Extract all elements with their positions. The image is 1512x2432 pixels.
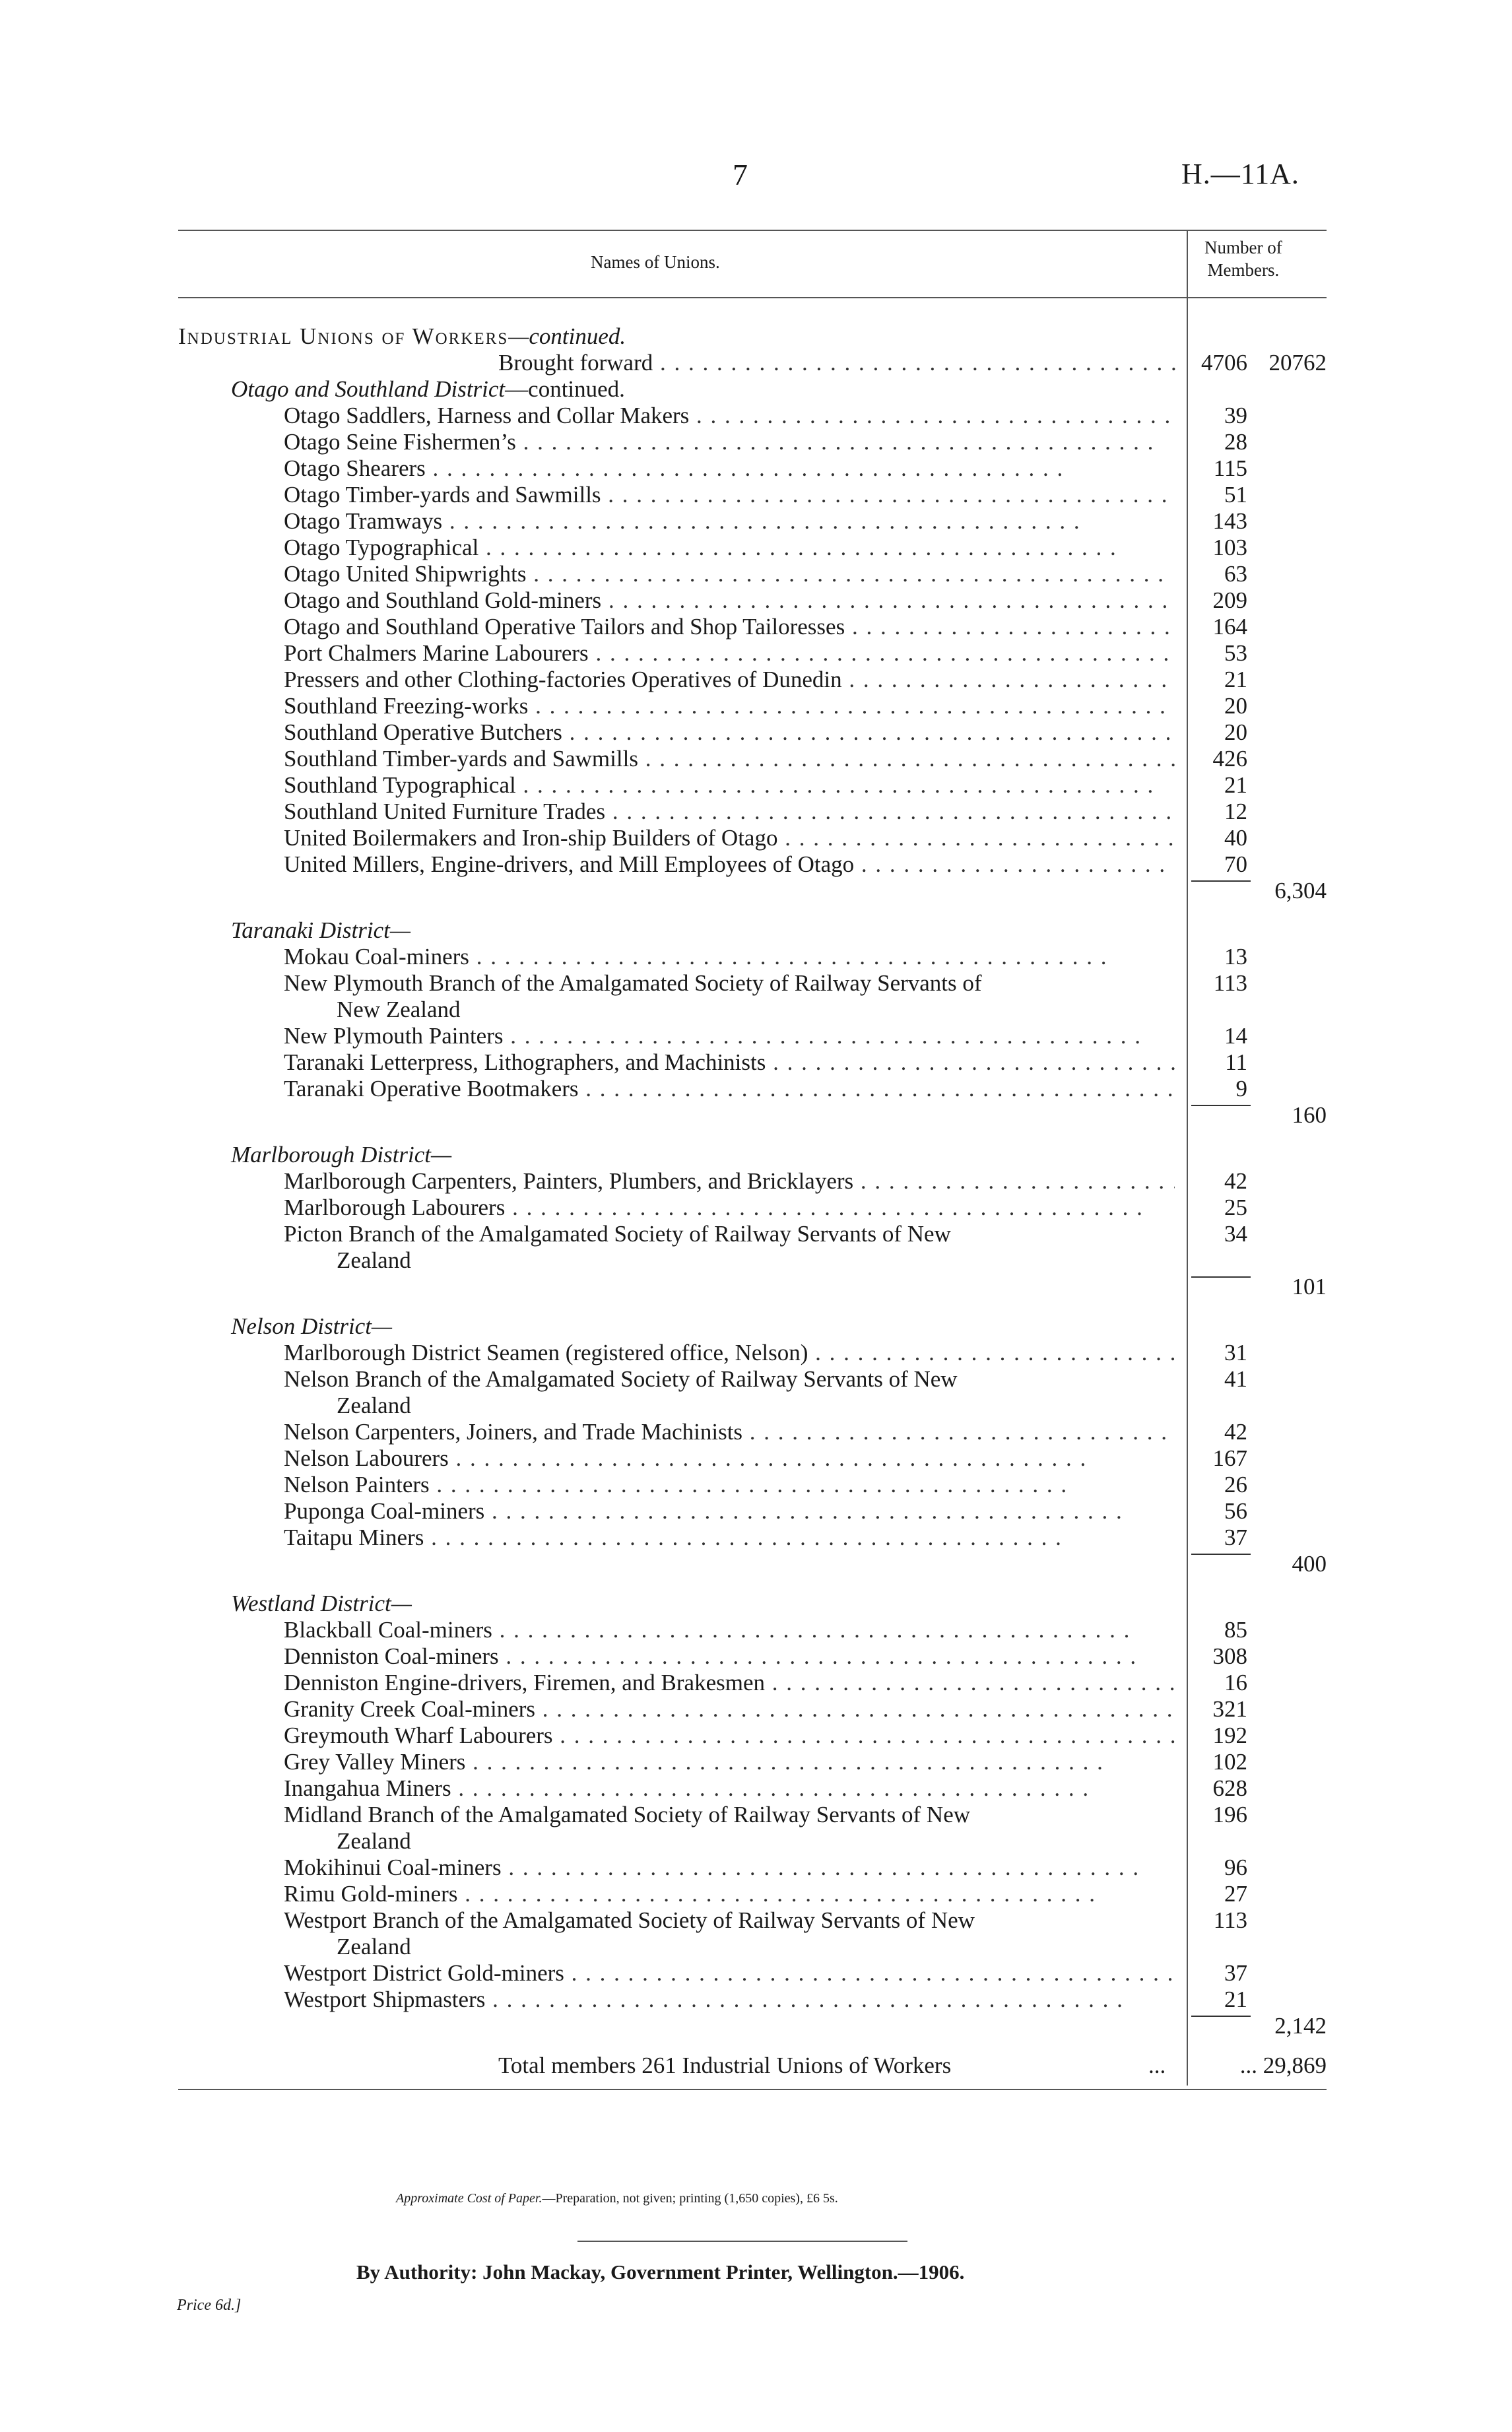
member-count: 37 bbox=[1224, 1960, 1247, 1986]
union-name: Otago Tramways . . . bbox=[284, 508, 1175, 535]
union-name: Westport District Gold-miners . . . bbox=[284, 1960, 1175, 1987]
member-count: 28 bbox=[1224, 429, 1247, 455]
table-row bbox=[0, 482, 1512, 508]
column-header-members-line1: Number of bbox=[1204, 238, 1282, 257]
union-name: Taranaki Operative Bootmakers . . . bbox=[284, 1076, 1175, 1102]
member-count: 70 bbox=[1224, 851, 1247, 877]
member-count: 9 bbox=[1235, 1076, 1247, 1101]
table-row bbox=[0, 403, 1512, 429]
member-count: 103 bbox=[1212, 535, 1247, 560]
subtotal-row bbox=[0, 1102, 1512, 1129]
subtotal-row bbox=[0, 2013, 1512, 2039]
table-row bbox=[0, 1195, 1512, 1221]
member-count: 37 bbox=[1224, 1525, 1247, 1550]
district-heading-row bbox=[0, 1591, 1512, 1617]
member-count: 85 bbox=[1224, 1617, 1247, 1643]
union-name: Mokihinui Coal-miners . . . bbox=[284, 1855, 1175, 1881]
member-count: 167 bbox=[1212, 1445, 1247, 1471]
member-count: 21 bbox=[1224, 772, 1247, 798]
member-count: 51 bbox=[1224, 482, 1247, 508]
district-subtotal: 400 bbox=[1292, 1551, 1327, 1577]
table-row bbox=[0, 1749, 1512, 1775]
table-row bbox=[0, 1855, 1512, 1881]
member-count: 25 bbox=[1224, 1195, 1247, 1220]
table-row bbox=[0, 1419, 1512, 1445]
union-name: Blackball Coal-miners . . . bbox=[284, 1617, 1175, 1643]
table-row bbox=[0, 1617, 1512, 1643]
member-count: 34 bbox=[1224, 1221, 1247, 1247]
table-row bbox=[0, 535, 1512, 561]
table-row bbox=[0, 1696, 1512, 1723]
column-header-members bbox=[1204, 236, 1282, 281]
table-row bbox=[0, 1445, 1512, 1472]
printer-authority: By Authority: John Mackay, Government Printer, Wellington.—1906. bbox=[356, 2260, 965, 2284]
district-heading: Taranaki District— bbox=[231, 917, 411, 943]
member-count: 21 bbox=[1224, 667, 1247, 692]
district-heading: Marlborough District— bbox=[231, 1142, 452, 1167]
union-name: Port Chalmers Marine Labourers . . . bbox=[284, 640, 1175, 667]
table-row bbox=[0, 1366, 1512, 1393]
table-row bbox=[0, 719, 1512, 746]
header-rule bbox=[178, 297, 1327, 298]
district-subtotal: 101 bbox=[1292, 1274, 1327, 1299]
member-count: 31 bbox=[1224, 1340, 1247, 1365]
member-count: 40 bbox=[1224, 825, 1247, 851]
member-count: 26 bbox=[1224, 1472, 1247, 1497]
union-name: Nelson Painters . . . bbox=[284, 1472, 1175, 1498]
member-count: 56 bbox=[1224, 1498, 1247, 1524]
subtotal-rule bbox=[1191, 1276, 1251, 1278]
union-name: Marlborough District Seamen (registered office, Nelson) . . . bbox=[284, 1340, 1175, 1366]
subtotal-row bbox=[0, 878, 1512, 904]
union-name: Otago Saddlers, Harness and Collar Makers . . . bbox=[284, 403, 1175, 429]
union-name: Greymouth Wharf Labourers . . . bbox=[284, 1723, 1175, 1749]
table-row bbox=[0, 561, 1512, 587]
member-count: 426 bbox=[1212, 746, 1247, 772]
section-heading: Industrial Unions of Workers—continued. bbox=[178, 323, 626, 349]
union-name: Westport Shipmasters . . . bbox=[284, 1987, 1175, 2013]
member-count: 53 bbox=[1224, 640, 1247, 666]
union-name: Westport Branch of the Amalgamated Society of Railway Servants of New bbox=[284, 1907, 975, 1933]
union-name: Otago Timber-yards and Sawmills . . . bbox=[284, 482, 1175, 508]
top-rule bbox=[178, 230, 1327, 231]
union-name: Taitapu Miners . . . bbox=[284, 1525, 1175, 1551]
table-row bbox=[0, 508, 1512, 535]
cost-of-paper: Approximate Cost of Paper.—Preparation, not given; printing (1,650 copies), £6 5s. bbox=[396, 2191, 838, 2206]
member-count: 12 bbox=[1224, 799, 1247, 824]
union-name: Nelson Labourers . . . bbox=[284, 1445, 1175, 1472]
member-count: 196 bbox=[1212, 1802, 1247, 1827]
table-row-continuation bbox=[0, 1393, 1512, 1419]
member-count: 14 bbox=[1224, 1023, 1247, 1049]
table-row bbox=[0, 429, 1512, 455]
total-dots: ... bbox=[1148, 2053, 1166, 2078]
union-name: United Boilermakers and Iron-ship Builders of Otago . . . bbox=[284, 825, 1175, 851]
district-heading: Westland District— bbox=[231, 1591, 412, 1616]
union-name: Otago and Southland Gold-miners . . . bbox=[284, 587, 1175, 614]
union-name: Picton Branch of the Amalgamated Society of Railway Servants of New bbox=[284, 1221, 951, 1247]
table-row bbox=[0, 1076, 1512, 1102]
union-name: United Millers, Engine-drivers, and Mill Employees of Otago . . . bbox=[284, 851, 1175, 878]
member-count: 102 bbox=[1212, 1749, 1247, 1775]
union-name: New Plymouth Painters . . . bbox=[284, 1023, 1175, 1049]
member-count: 13 bbox=[1224, 944, 1247, 970]
table-row bbox=[0, 944, 1512, 970]
industrial-heading-row bbox=[0, 323, 1512, 350]
table-row bbox=[0, 455, 1512, 482]
table-row bbox=[0, 693, 1512, 719]
table-row bbox=[0, 667, 1512, 693]
member-count: 27 bbox=[1224, 1881, 1247, 1907]
table-row bbox=[0, 614, 1512, 640]
union-name: Midland Branch of the Amalgamated Society of Railway Servants of New bbox=[284, 1802, 971, 1827]
document-reference: H.—11A. bbox=[1181, 158, 1299, 190]
union-name: Pressers and other Clothing-factories Operatives of Dunedin . . . bbox=[284, 667, 1175, 693]
member-count: 164 bbox=[1212, 614, 1247, 640]
union-name-continuation: Zealand bbox=[337, 1247, 411, 1273]
table-row bbox=[0, 587, 1512, 614]
union-name: Grey Valley Miners . . . bbox=[284, 1749, 1175, 1775]
table-row bbox=[0, 746, 1512, 772]
table-row bbox=[0, 1472, 1512, 1498]
authority-rule bbox=[577, 2241, 907, 2242]
member-count: 21 bbox=[1224, 1987, 1247, 2012]
table-row bbox=[0, 825, 1512, 851]
column-header-names: Names of Unions. bbox=[591, 252, 720, 272]
union-name: New Plymouth Branch of the Amalgamated Society of Railway Servants of bbox=[284, 970, 982, 996]
member-count: 209 bbox=[1212, 587, 1247, 613]
table-row bbox=[0, 1907, 1512, 1934]
union-name-continuation: Zealand bbox=[337, 1828, 411, 1854]
union-name-continuation: Zealand bbox=[337, 1393, 411, 1418]
member-count: 41 bbox=[1224, 1366, 1247, 1392]
table-row bbox=[0, 1802, 1512, 1828]
member-count: 42 bbox=[1224, 1168, 1247, 1194]
table-row bbox=[0, 1340, 1512, 1366]
table-row bbox=[0, 640, 1512, 667]
union-name: Puponga Coal-miners . . . bbox=[284, 1498, 1175, 1525]
bottom-rule bbox=[178, 2089, 1327, 2090]
member-count: 192 bbox=[1212, 1723, 1247, 1748]
union-name-continuation: Zealand bbox=[337, 1934, 411, 1959]
union-name: Otago and Southland Operative Tailors and Shop Tailoresses . . . bbox=[284, 614, 1175, 640]
district-heading: Nelson District— bbox=[231, 1313, 393, 1339]
union-name: Southland Typographical . . . bbox=[284, 772, 1175, 799]
table-row bbox=[0, 1775, 1512, 1802]
member-count: 39 bbox=[1224, 403, 1247, 428]
district-subtotal: 6,304 bbox=[1274, 878, 1327, 904]
union-name: Denniston Coal-miners . . . bbox=[284, 1643, 1175, 1670]
table-row bbox=[0, 851, 1512, 878]
brought-forward-value: 4706 bbox=[1201, 350, 1247, 376]
table-row-continuation bbox=[0, 1247, 1512, 1274]
union-name: Marlborough Carpenters, Painters, Plumbers, and Bricklayers . . . bbox=[284, 1168, 1175, 1195]
district-heading-row bbox=[0, 1313, 1512, 1340]
total-row bbox=[0, 2053, 1512, 2079]
price: Price 6d.] bbox=[177, 2297, 242, 2314]
table-row bbox=[0, 1221, 1512, 1247]
table-row bbox=[0, 1525, 1512, 1551]
union-name: Rimu Gold-miners . . . bbox=[284, 1881, 1175, 1907]
union-name: Nelson Branch of the Amalgamated Society of Railway Servants of New bbox=[284, 1366, 958, 1392]
union-name: Southland Timber-yards and Sawmills . . . bbox=[284, 746, 1175, 772]
subtotal-rule bbox=[1191, 880, 1251, 882]
table-row bbox=[0, 799, 1512, 825]
subtotal-row bbox=[0, 1551, 1512, 1577]
subtotal-rule bbox=[1191, 1105, 1251, 1106]
brought-forward-total: 20762 bbox=[1268, 350, 1327, 376]
page-number: 7 bbox=[733, 158, 748, 191]
union-name: Southland United Furniture Trades . . . bbox=[284, 799, 1175, 825]
member-count: 143 bbox=[1212, 508, 1247, 534]
union-name: Mokau Coal-miners . . . bbox=[284, 944, 1175, 970]
member-count: 113 bbox=[1213, 970, 1247, 996]
table-row-continuation bbox=[0, 997, 1512, 1023]
table-row bbox=[0, 1498, 1512, 1525]
total-label: Total members 261 Industrial Unions of Workers bbox=[498, 2053, 952, 2078]
district-heading-row bbox=[0, 1142, 1512, 1168]
union-name: Marlborough Labourers . . . bbox=[284, 1195, 1175, 1221]
district-heading: Otago and Southland District—continued. bbox=[231, 376, 625, 402]
union-name-continuation: New Zealand bbox=[337, 997, 461, 1022]
column-header-members-line2: Members. bbox=[1207, 260, 1280, 280]
table-row bbox=[0, 1643, 1512, 1670]
union-name: Otago Shearers . . . bbox=[284, 455, 1175, 482]
union-name: Taranaki Letterpress, Lithographers, and Machinists . . . bbox=[284, 1049, 1175, 1076]
table-row bbox=[0, 1168, 1512, 1195]
member-count: 628 bbox=[1212, 1775, 1247, 1801]
table-row bbox=[0, 1723, 1512, 1749]
member-count: 16 bbox=[1224, 1670, 1247, 1695]
table-row bbox=[0, 1960, 1512, 1987]
brought-forward-row bbox=[0, 350, 1512, 376]
district-subtotal: 2,142 bbox=[1274, 2013, 1327, 2039]
union-name: Otago Seine Fishermen’s . . . bbox=[284, 429, 1175, 455]
member-count: 115 bbox=[1213, 455, 1247, 481]
union-name: Nelson Carpenters, Joiners, and Trade Machinists . . . bbox=[284, 1419, 1175, 1445]
table-row bbox=[0, 1023, 1512, 1049]
union-name: Denniston Engine-drivers, Firemen, and Brakesmen . . . bbox=[284, 1670, 1175, 1696]
brought-forward-label: Brought forward . . . bbox=[498, 350, 1178, 376]
union-name: Southland Operative Butchers . . . bbox=[284, 719, 1175, 746]
member-count: 20 bbox=[1224, 719, 1247, 745]
union-name: Inangahua Miners . . . bbox=[284, 1775, 1175, 1802]
union-name: Otago United Shipwrights . . . bbox=[284, 561, 1175, 587]
table-row-continuation bbox=[0, 1934, 1512, 1960]
member-count: 321 bbox=[1212, 1696, 1247, 1722]
member-count: 113 bbox=[1213, 1907, 1247, 1933]
union-name: Southland Freezing-works . . . bbox=[284, 693, 1175, 719]
grand-total: ... 29,869 bbox=[1239, 2053, 1327, 2078]
subtotal-rule bbox=[1191, 2016, 1251, 2017]
member-count: 42 bbox=[1224, 1419, 1247, 1445]
table-row bbox=[0, 772, 1512, 799]
union-name: Granity Creek Coal-miners . . . bbox=[284, 1696, 1175, 1723]
district-heading-row bbox=[0, 917, 1512, 944]
member-count: 11 bbox=[1225, 1049, 1247, 1075]
subtotal-rule bbox=[1191, 1554, 1251, 1555]
union-name: Otago Typographical . . . bbox=[284, 535, 1175, 561]
subtotal-row bbox=[0, 1274, 1512, 1300]
member-count: 63 bbox=[1224, 561, 1247, 587]
table-row bbox=[0, 970, 1512, 997]
table-row bbox=[0, 1987, 1512, 2013]
table-row bbox=[0, 1049, 1512, 1076]
member-count: 20 bbox=[1224, 693, 1247, 719]
district-subtotal: 160 bbox=[1292, 1102, 1327, 1128]
table-row bbox=[0, 1881, 1512, 1907]
member-count: 308 bbox=[1212, 1643, 1247, 1669]
table-row-continuation bbox=[0, 1828, 1512, 1855]
table-row bbox=[0, 1670, 1512, 1696]
otago-heading-row bbox=[0, 376, 1512, 403]
member-count: 96 bbox=[1224, 1855, 1247, 1880]
